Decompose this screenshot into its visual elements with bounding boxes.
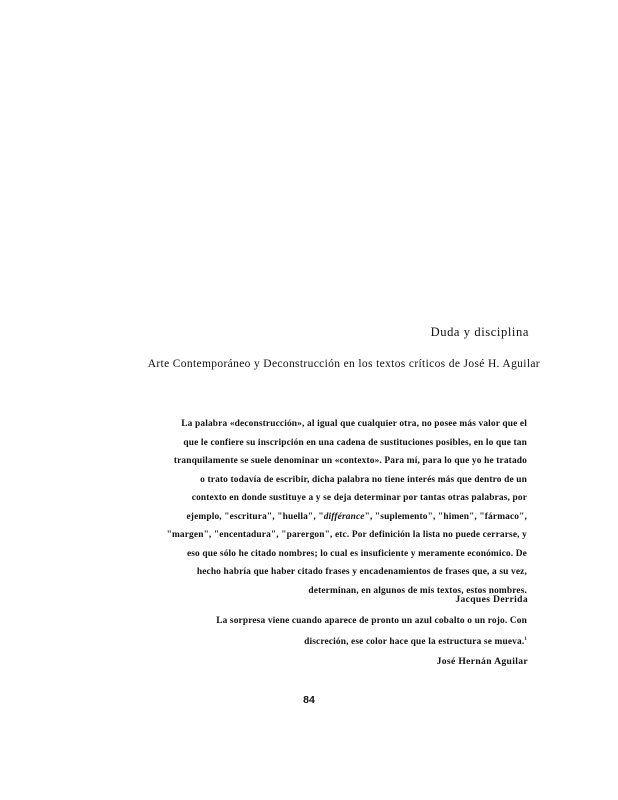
epigraph-derrida bbox=[95, 415, 527, 600]
epigraph-line bbox=[140, 631, 527, 652]
epigraph-text: discreción, ese color hace que la estructura se mueva. bbox=[304, 636, 525, 647]
article-title: Duda y disciplina bbox=[430, 325, 529, 339]
epigraph-line: hecho habría que haber citado frases y encadenamientos de frases que, a su vez, bbox=[196, 567, 527, 577]
epigraph-text: ejemplo, "escritura", "huella", " bbox=[186, 511, 324, 522]
epigraph-line bbox=[95, 508, 527, 527]
epigraph-line: contexto en donde sustituye a y se deja determinar por tantas otras palabras, por bbox=[191, 493, 527, 503]
epigraph-author-aguilar: José Hernán Aguilar bbox=[436, 656, 528, 667]
epigraph-italic-term: différance bbox=[323, 511, 365, 522]
epigraph-aguilar bbox=[140, 612, 527, 651]
epigraph-text: ", "suplemento", "himen", "fármaco", bbox=[364, 511, 527, 522]
epigraph-line: La palabra «deconstrucción», al igual que cualquier otra, no posee más valor que el bbox=[181, 419, 527, 429]
page-number: 84 bbox=[303, 694, 315, 706]
epigraph-line: determinan, en algunos de mis textos, estos nombres. bbox=[308, 585, 527, 596]
epigraph-line: que le confiere su inscripción en una cadena de sustituciones posibles, en lo que tan bbox=[183, 437, 527, 448]
footnote-marker[interactable]: 1 bbox=[524, 636, 527, 642]
epigraph-line: tranquilamente se suele denominar un «contexto». Para mí, para lo que yo he tratado bbox=[173, 456, 527, 466]
epigraph-line: "margen", "encentadura", "parergon", etc. Por definición la lista no puede cerrarse, y bbox=[166, 530, 527, 540]
epigraph-line: eso que sólo he citado nombres; lo cual es insuficiente y meramente económico. De bbox=[186, 548, 527, 559]
epigraph-author-derrida: Jacques Derrida bbox=[455, 594, 528, 605]
epigraph-line: o trato todavía de escribir, dicha palabra no tiene interés más que dentro de un bbox=[200, 474, 527, 485]
article-subtitle: Arte Contemporáneo y Deconstrucción en los textos críticos de José H. Aguilar bbox=[147, 358, 540, 370]
epigraph-line: La sorpresa viene cuando aparece de pronto un azul cobalto o un rojo. Con bbox=[216, 616, 527, 626]
